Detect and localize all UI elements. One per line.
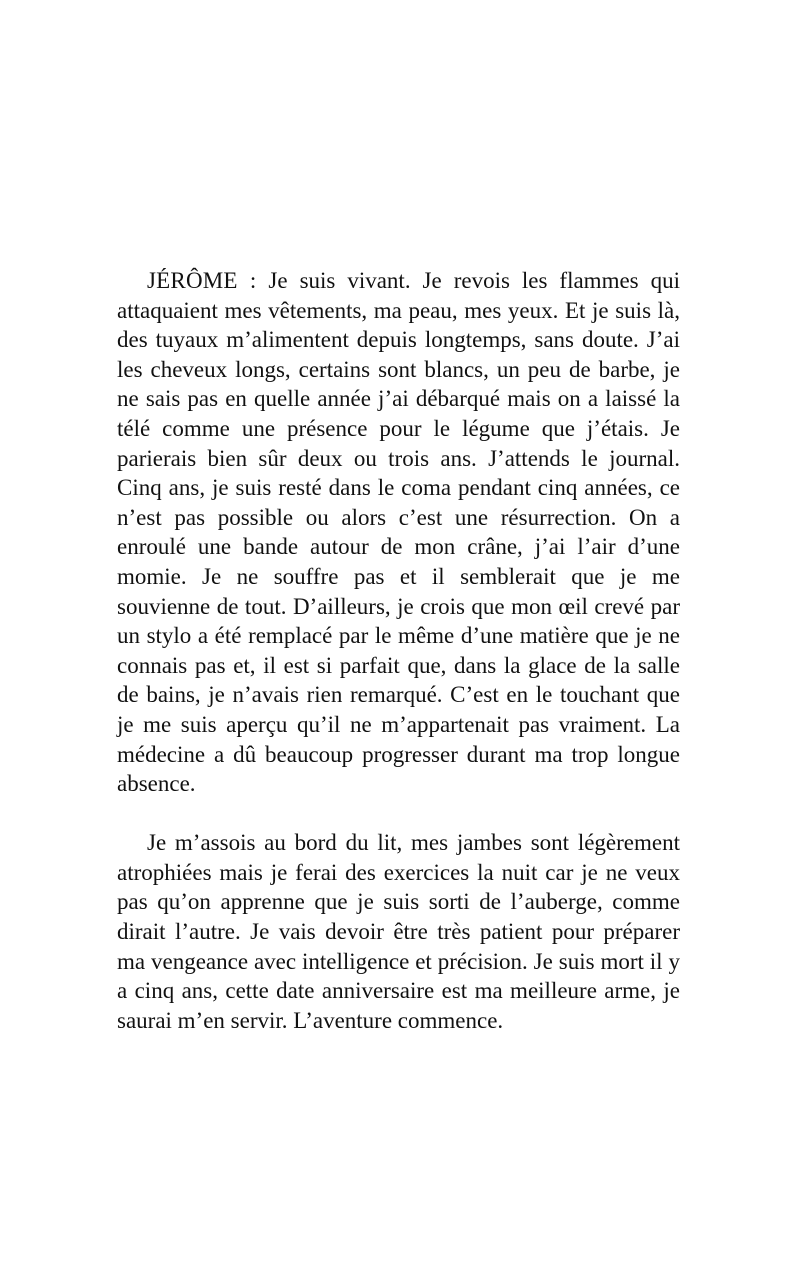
speaker-name: JÉRÔME :: [147, 268, 257, 293]
body-text: [117, 266, 680, 1035]
paragraph-2-text: Je m’assois au bord du lit, mes jambes sont légèrement atrophiées mais je ferai des exercices la nuit car je ne veux pas qu’on apprenne que je suis sorti de l’auberge, comme dirait l’autre. Je vais devoir être très patient pour préparer ma vengeance avec intelligence et précision. Je suis mort il y a cinq ans, cette date anniversaire est ma meilleure arme, je saurai m’en servir. L’aventure commence.: [117, 830, 680, 1033]
paragraph-1-text: Je suis vivant. Je revois les flammes qui attaquaient mes vêtements, ma peau, mes yeux. Et je suis là, des tuyaux m’alimentent depuis longtemps, sans doute. J’ai les cheveux longs, certains sont blancs, un peu de barbe, je ne sais pas en quelle année j’ai débarqué mais on a laissé la télé comme une présence pour le légume que j’étais. Je parierais bien sûr deux ou trois ans. J’attends le journal. Cinq ans, je suis resté dans le coma pendant cinq années, ce n’est pas possible ou alors c’est une résurrection. On a enroulé une bande autour de mon crâne, j’ai l’air d’une momie. Je ne souffre pas et il semblerait que je me souvienne de tout. D’ailleurs, je crois que mon œil crevé par un stylo a été remplacé par le même d’une matière que je ne connais pas et, il est si parfait que, dans la glace de la salle de bains, je n’avais rien remarqué. C’est en le touchant que je me suis aperçu qu’il ne m’appartenait pas vraiment. La médecine a dû beaucoup progresser durant ma trop longue absence.: [117, 268, 680, 797]
paragraph-1: [117, 266, 680, 799]
paragraph-2: [117, 828, 680, 1035]
